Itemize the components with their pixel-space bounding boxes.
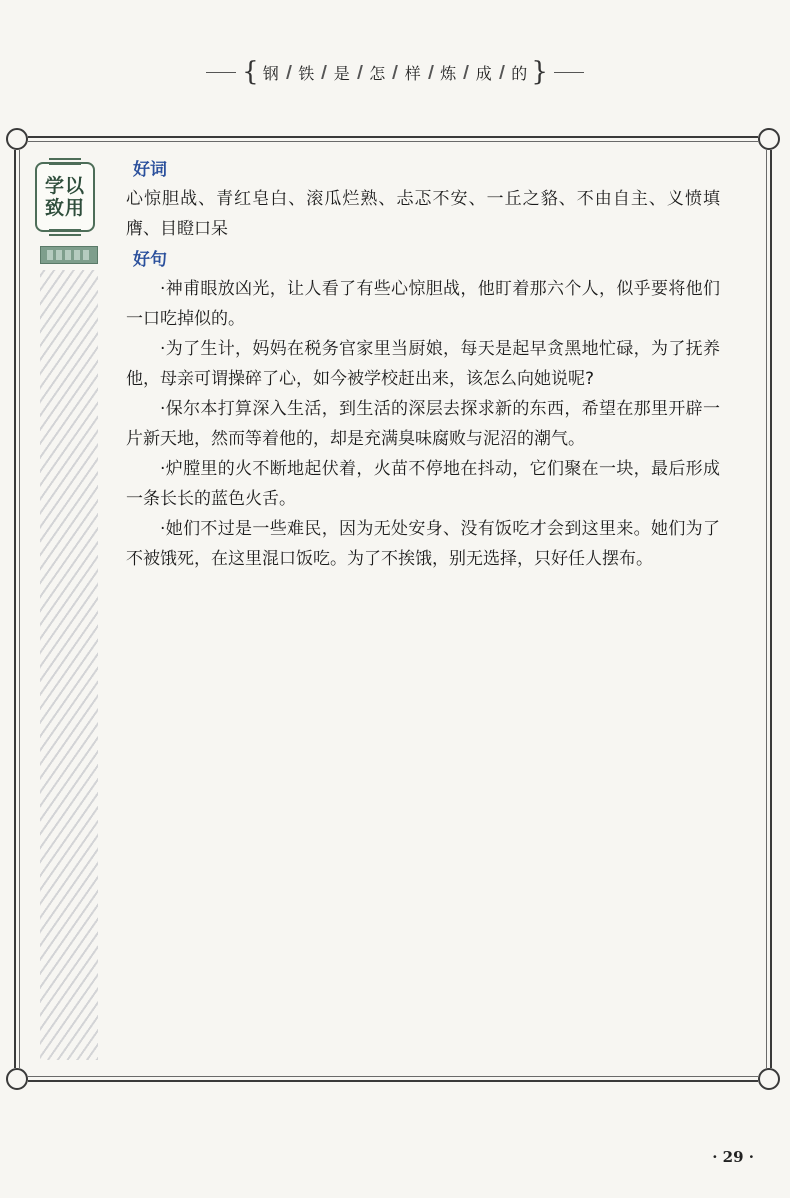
title-char: 炼	[440, 63, 457, 83]
title-separator	[357, 65, 362, 79]
main-content	[120, 156, 720, 574]
header-left-brace: {	[242, 57, 259, 87]
section-tag-ornament	[40, 246, 98, 264]
frame-corner-ornament	[758, 1068, 780, 1090]
title-separator	[392, 65, 397, 79]
title-separator	[321, 65, 326, 79]
header-right-rule	[554, 72, 584, 73]
section-badge-box	[35, 162, 95, 232]
good-words-list: 心惊胆战、青红皂白、滚瓜烂熟、忐忑不安、一丘之貉、不由自主、义愤填膺、目瞪口呆	[126, 189, 720, 239]
title-separator	[286, 65, 291, 79]
sentence-item: ·她们不过是一些难民，因为无处安身、没有饭吃才会到这里来。她们为了不被饿死，在这里混口饭吃。为了不挨饿，别无选择，只好任人摆布。	[126, 519, 720, 569]
title-separator	[428, 65, 433, 79]
section-badge-line2: 致用	[44, 197, 85, 219]
page-number: · 29 ·	[712, 1148, 754, 1166]
frame-corner-ornament	[758, 128, 780, 150]
section-badge	[34, 156, 96, 238]
sentence-item: ·神甫眼放凶光，让人看了有些心惊胆战，他盯着那六个人，似乎要将他们一口吃掉似的。	[126, 279, 720, 329]
title-char: 的	[511, 63, 528, 83]
title-char: 成	[475, 63, 492, 83]
title-char: 钢	[262, 63, 279, 83]
section-badge-line1: 学以	[44, 175, 85, 197]
title-char: 怎	[369, 63, 386, 83]
running-header	[0, 52, 790, 92]
good-words-heading: 好词	[133, 160, 167, 180]
good-sentences-heading: 好句	[133, 250, 167, 270]
frame-corner-ornament	[6, 1068, 28, 1090]
sentence-item: ·炉膛里的火不断地起伏着，火苗不停地在抖动，它们聚在一块，最后形成一条长长的蓝色火舌。	[126, 459, 720, 509]
title-separator	[499, 65, 504, 79]
book-title	[263, 61, 528, 84]
title-char: 是	[333, 63, 350, 83]
title-char: 样	[404, 63, 421, 83]
header-left-rule	[206, 72, 236, 73]
header-right-brace: }	[531, 57, 548, 87]
title-char: 铁	[298, 63, 315, 83]
sentence-item: ·保尔本打算深入生活，到生活的深层去探求新的东西，希望在那里开辟一片新天地，然而等着他的，却是充满臭味腐败与泥沼的潮气。	[126, 399, 720, 449]
side-hatch-pattern	[40, 270, 98, 1060]
sentence-item: ·为了生计，妈妈在税务官家里当厨娘，每天是起早贪黑地忙碌，为了抚养他，母亲可谓操碎了心，如今被学校赶出来，该怎么向她说呢?	[126, 339, 720, 389]
frame-corner-ornament	[6, 128, 28, 150]
title-separator	[463, 65, 468, 79]
